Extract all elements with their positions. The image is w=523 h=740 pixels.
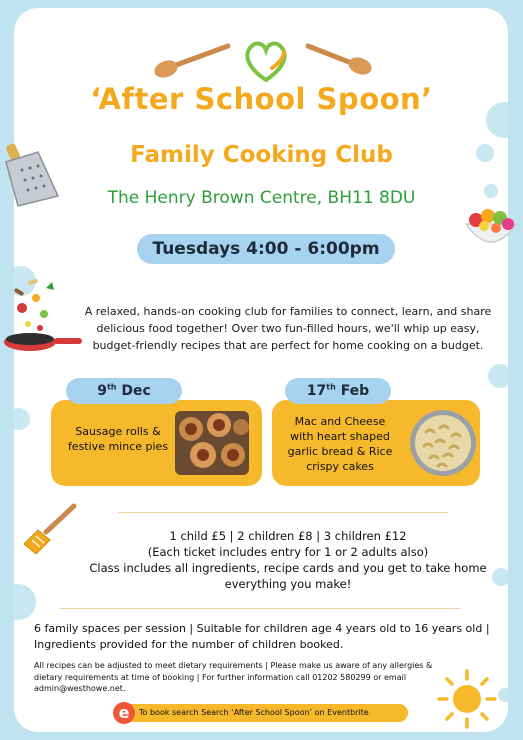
date-month: Dec bbox=[121, 383, 151, 399]
session-menu: Mac and Cheese with heart shaped garlic bread & Rice crispy cakes bbox=[287, 415, 393, 473]
divider bbox=[118, 512, 448, 513]
spoons-logo-illustration bbox=[148, 38, 380, 86]
decor-dot bbox=[498, 688, 508, 702]
spaces-info: 6 family spaces per session | Suitable for children age 4 years old to 16 years old | Ingredients provided for the number of children booked. bbox=[34, 622, 490, 651]
pricing-section bbox=[78, 528, 498, 592]
session-menu: Sausage rolls & festive mince pies bbox=[67, 425, 169, 453]
date-day: 17 bbox=[306, 383, 327, 399]
divider bbox=[60, 608, 460, 609]
mac-and-cheese-image bbox=[410, 410, 476, 476]
venue-address: The Henry Brown Centre, BH11 8DU bbox=[107, 188, 416, 208]
sun-icon bbox=[436, 668, 498, 730]
date-suffix: th bbox=[106, 382, 117, 392]
mac-and-cheese-photo bbox=[410, 410, 476, 476]
session-date-feb bbox=[285, 378, 391, 404]
session-card-dec bbox=[51, 400, 262, 486]
decor-dot bbox=[488, 364, 508, 388]
frying-pan-icon bbox=[0, 268, 84, 360]
session-date-dec bbox=[66, 378, 182, 404]
intro-paragraph: A relaxed, hands-on cooking club for families to connect, learn, and share delicious food together! Over two fun-filled hours, we'll whip up easy, budget-friendly recipes that are perfect for home cooking on a budget. bbox=[84, 305, 492, 352]
date-suffix: th bbox=[326, 382, 336, 392]
session-card-feb bbox=[272, 400, 480, 486]
pricing-prices: 1 child £5 | 2 children £8 | 3 children £12 bbox=[169, 529, 407, 543]
page-title: ‘After School Spoon’ bbox=[90, 82, 433, 116]
pricing-ticket-note: (Each ticket includes entry for 1 or 2 adults also) bbox=[147, 545, 429, 559]
mince-pies-image bbox=[175, 411, 249, 475]
flying-food-icon bbox=[14, 278, 54, 331]
eventbrite-logo-icon: e bbox=[113, 702, 135, 724]
fruit-bowl-icon bbox=[462, 200, 520, 254]
dietary-info: All recipes can be adjusted to meet dietary requirements | Please make us aware of any allergies & dietary requirements at time of booking | For further information call 01202 580299 or email admin@westhowe.net. bbox=[34, 661, 433, 693]
pricing-includes: Class includes all ingredients, recipe cards and you get to take home everything you make! bbox=[89, 561, 487, 591]
spatula-icon bbox=[20, 500, 80, 556]
wooden-spoon-icon bbox=[308, 46, 374, 78]
schedule-time: Tuesdays 4:00 - 6:00pm bbox=[137, 234, 395, 264]
date-day: 9 bbox=[97, 383, 107, 399]
booking-text: To book search Search ‘After School Spoon’ on Eventbrite bbox=[139, 708, 369, 717]
heart-logo-icon bbox=[247, 44, 284, 80]
date-month: Feb bbox=[340, 383, 370, 399]
decor-dot bbox=[14, 408, 30, 430]
eventbrite-booking-banner[interactable] bbox=[115, 704, 408, 722]
decor-dot bbox=[14, 584, 36, 620]
wooden-spoon-icon bbox=[152, 46, 228, 81]
mince-pies-photo bbox=[175, 411, 249, 475]
page-subtitle: Family Cooking Club bbox=[130, 142, 393, 168]
